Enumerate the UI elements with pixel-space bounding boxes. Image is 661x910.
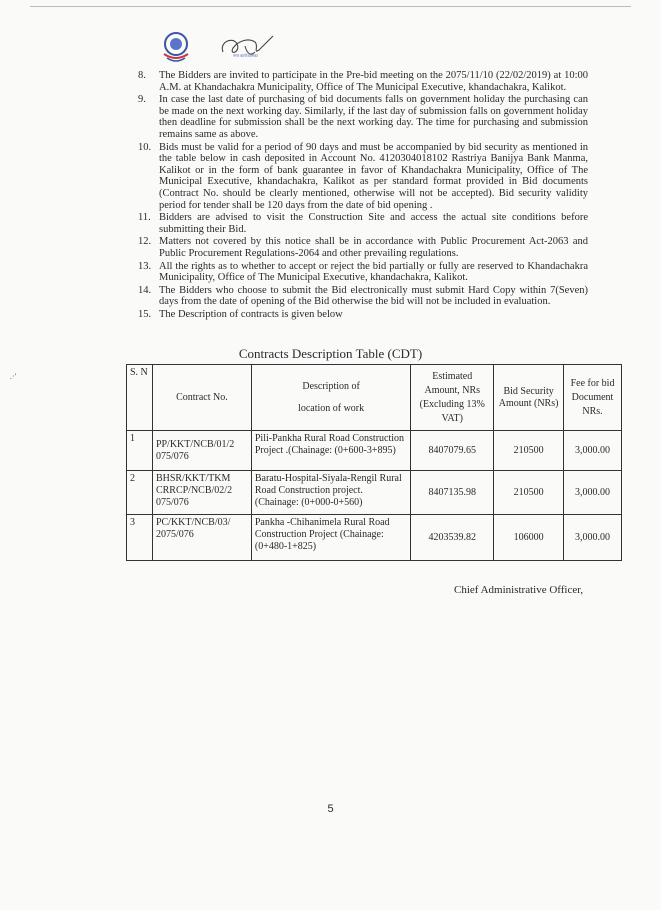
cell-estimated-amount: 4203539.82 (411, 515, 494, 561)
margin-mark: .·' (10, 372, 17, 381)
top-border-line (30, 6, 631, 7)
notice-item (138, 70, 588, 93)
cell-contract-no: PP/KKT/NCB/01/2 075/076 (152, 431, 251, 471)
notice-item (138, 142, 588, 212)
item-text: The Bidders are invited to participate in the Pre-bid meeting on the 2075/11/10 (22/02/2019) at 10:00 A.M. at Khandachakra Municipality, Office of The Municipal Executive, khandachakra, Kalikot. (159, 70, 588, 93)
header-bid-security: Bid Security Amount (NRs) (494, 365, 564, 431)
notice-item (138, 212, 588, 235)
cell-description: Pili-Pankha Rural Road Construction Project .(Chainage: (0+600-3+895) (251, 431, 410, 471)
notice-item (138, 285, 588, 308)
cell-fee: 3,000.00 (564, 431, 622, 471)
cell-bid-security: 210500 (494, 471, 564, 515)
item-number: 15. (138, 308, 152, 320)
item-text: Bids must be valid for a period of 90 days and must be accompanied by bid security as mentioned in the table below in cash deposited in Account No. 4120304018102 Rastriya Banijya Bank Manma, Kalikot or in the form of bank guarantee in favor of Khandachakra Municipality, Office of The Municipal Executive, khandachakra, Kalikot as per standard format provided in Bid documents (Contract No. should be clearly mentioned, otherwise will not be accepted). Bid security validity period for tender shall be 120 days from the date of bid opening . (159, 141, 588, 211)
cell-bid-security: 106000 (494, 515, 564, 561)
header-description-line2: location of work (298, 402, 365, 414)
table-row (127, 471, 622, 515)
item-text: In case the last date of purchasing of bid documents falls on government holiday the purchasing can be made on the next working day. Similarly, if the last day of submission falls on government holiday then deadline for submission shall be the next working day. The time for purchasing and submission remains same as above. (159, 94, 588, 140)
signatory-title: Chief Administrative Officer, (454, 584, 584, 596)
seal-caption: नगर कार्यपालिका (233, 53, 258, 58)
notice-item (138, 309, 588, 321)
header-description-line1: Description of (302, 380, 360, 392)
notice-item (138, 236, 588, 259)
item-number: 13. (138, 260, 152, 272)
page-number: 5 (327, 803, 334, 815)
item-text: All the rights as to whether to accept or reject the bid partially or fully are reserved to Khandachakra Municipality, Office of The Municipal Executive, khandachakra, Kalikot. (159, 260, 588, 284)
item-number: 10. (138, 141, 152, 153)
header-description (251, 365, 410, 431)
table-title: Contracts Description Table (CDT) (238, 346, 423, 361)
notice-items (138, 70, 588, 321)
cell-estimated-amount: 8407135.98 (411, 471, 494, 515)
header-estimated-amount: Estimated Amount, NRs (Excluding 13% VAT) (411, 365, 494, 431)
item-text: Matters not covered by this notice shall be in accordance with Public Procurement Act-2063 and Public Procurement Regulations-2064 and other prevailing regulations. (159, 236, 588, 259)
cell-contract-no: BHSR/KKT/TKM CRRCP/NCB/02/2 075/076 (152, 471, 251, 515)
cell-fee: 3,000.00 (564, 471, 622, 515)
cell-sn: 3 (127, 515, 153, 561)
cell-description: Baratu-Hospital-Siyala-Rengil Rural Road Construction project. (Chainage: (0+000-0+560) (251, 471, 410, 515)
item-number: 9. (138, 94, 146, 106)
cell-estimated-amount: 8407079.65 (411, 431, 494, 471)
cell-fee: 3,000.00 (564, 515, 622, 561)
notice-item (138, 261, 588, 284)
municipality-seal-logo (158, 28, 194, 64)
table-row (127, 515, 622, 561)
item-number: 11. (138, 212, 151, 224)
header-contract-no: Contract No. (152, 365, 251, 431)
cell-sn: 1 (127, 431, 153, 471)
item-text: Bidders are advised to visit the Construction Site and access the actual site conditions before submitting their Bid. (159, 212, 588, 235)
item-number: 12. (138, 236, 152, 248)
item-text: The Bidders who choose to submit the Bid electronically must submit Hard Copy within 7(Seven) days from the date of opening of the Bid otherwise the bid will not be included in evaluation. (159, 284, 588, 308)
item-text: The Description of contracts is given below (159, 308, 343, 320)
contracts-table (126, 364, 622, 561)
cell-contract-no: PC/KKT/NCB/03/ 2075/076 (152, 515, 251, 561)
table-row (127, 431, 622, 471)
header-fee: Fee for bid Document NRs. (564, 365, 622, 431)
item-number: 14. (138, 284, 152, 296)
header-sn: S. N (127, 365, 153, 431)
item-number: 8. (138, 70, 146, 81)
cell-description: Pankha -Chihanimela Rural Road Construction Project (Chainage: (0+480-1+825) (251, 515, 410, 561)
cell-bid-security: 210500 (494, 431, 564, 471)
cell-sn: 2 (127, 471, 153, 515)
notice-item (138, 94, 588, 140)
table-header-row (127, 365, 622, 431)
